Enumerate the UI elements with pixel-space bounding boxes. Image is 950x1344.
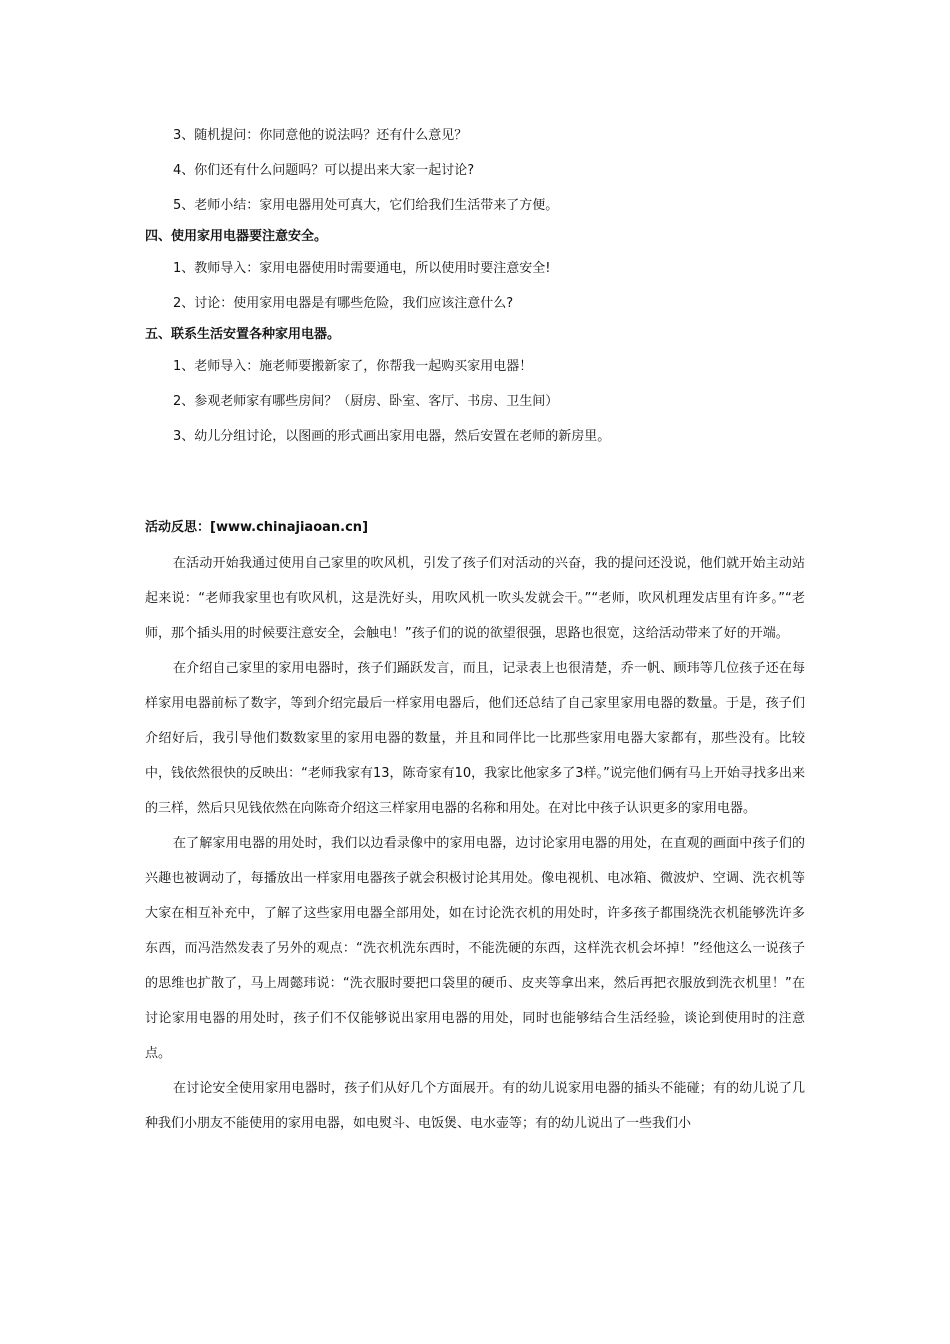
list-item: 1、老师导入：施老师要搬新家了，你帮我一起购买家用电器！ <box>173 359 533 374</box>
list-item: 3、幼儿分组讨论，以图画的形式画出家用电器，然后安置在老师的新房里。 <box>173 429 611 444</box>
list-item: 2、讨论：使用家用电器是有哪些危险，我们应该注意什么? <box>173 296 514 311</box>
list-item: 3、随机提问：你同意他的说法吗？还有什么意见？ <box>173 128 468 143</box>
list-item: 4、你们还有什么问题吗？可以提出来大家一起讨论? <box>173 163 475 178</box>
section-heading-5: 五、联系生活安置各种家用电器。 <box>145 327 341 342</box>
list-item: 1、教师导入：家用电器使用时需要通电，所以使用时要注意安全! <box>173 261 551 276</box>
reflection-paragraph: 在介绍自己家里的家用电器时，孩子们踊跃发言，而且，记录表上也很清楚，乔一帆、顾玮等几位孩子还在每样家用电器前标了数字，等到介绍完最后一样家用电器后，他们还总结了自己家里家用电器的数量。于是，孩子们介绍好后，我引导他们数数家里的家用电器的数量，并且和同伴比一比那些家用电器大家都有，那些没有。比较中，钱依然很快的反映出：“老师我家有13，陈奇家有10，我家比他家多了3样。”说完他们俩有马上开始寻找多出来的三样，然后只见钱依然在向陈奇介绍这三样家用电器的名称和用处。在对比中孩子认识更多的家用电器。 <box>145 661 805 816</box>
spacer <box>145 454 805 514</box>
reflection-paragraph: 在了解家用电器的用处时，我们以边看录像中的家用电器，边讨论家用电器的用处，在直观的画面中孩子们的兴趣也被调动了，每播放出一样家用电器孩子就会积极讨论其用处。像电视机、电冰箱、微波炉、空调、洗衣机等大家在相互补充中，了解了这些家用电器全部用处，如在讨论洗衣机的用处时，许多孩子都围绕洗衣机能够洗许多东西，而冯浩然发表了另外的观点：“洗衣机洗东西时，不能洗硬的东西，这样洗衣机会坏掉！”经他这么一说孩子的思维也扩散了，马上周懿玮说：“洗衣服时要把口袋里的硬币、皮夹等拿出来，然后再把衣服放到洗衣机里！”在讨论家用电器的用处时，孩子们不仅能够说出家用电器的用处，同时也能够结合生活经验，谈论到使用时的注意点。 <box>145 836 805 1061</box>
list-item: 2、参观老师家有哪些房间？（厨房、卧室、客厅、书房、卫生间） <box>173 394 559 409</box>
reflection-paragraph: 在讨论安全使用家用电器时，孩子们从好几个方面展开。有的幼儿说家用电器的插头不能碰；有的幼儿说了几种我们小朋友不能使用的家用电器，如电熨斗、电饭煲、电水壶等；有的幼儿说出了一些我们小 <box>145 1081 805 1131</box>
reflection-paragraph: 在活动开始我通过使用自己家里的吹风机，引发了孩子们对活动的兴奋，我的提问还没说，他们就开始主动站起来说：“老师我家里也有吹风机，这是洗好头，用吹风机一吹头发就会干。”“老师，吹风机理发店里有许多。”“老师，那个插头用的时候要注意安全，会触电！”孩子们的说的欲望很强，思路也很宽，这给活动带来了好的开端。 <box>145 556 805 641</box>
document-page <box>145 118 805 1141</box>
reflection-title: 活动反思：[www.chinajiaoan.cn] <box>145 520 369 535</box>
list-item: 5、老师小结：家用电器用处可真大，它们给我们生活带来了方便。 <box>173 198 559 213</box>
section-heading-4: 四、使用家用电器要注意安全。 <box>145 229 328 244</box>
